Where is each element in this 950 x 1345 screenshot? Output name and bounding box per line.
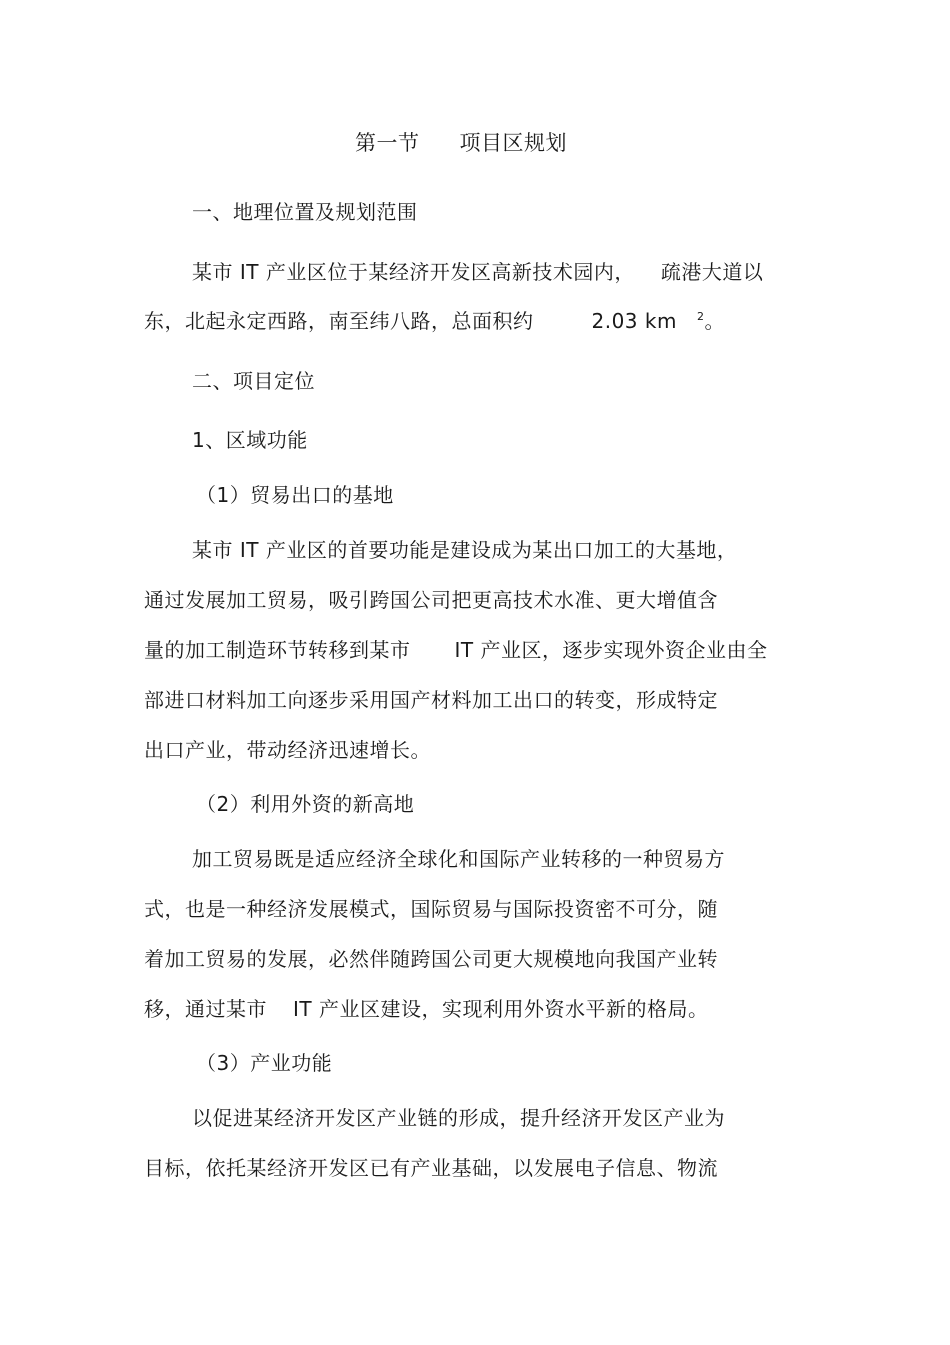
heading-geo: 一、地理位置及规划范围 <box>192 200 418 224</box>
paragraph-line: 加工贸易既是适应经济全球化和国际产业转移的一种贸易方 <box>192 847 725 871</box>
paragraph-line: 部进口材料加工向逐步采用国产材料加工出口的转变，形成特定 <box>144 688 718 712</box>
paragraph-line: 以促进某经济开发区产业链的形成，提升经济开发区产业为 <box>192 1106 725 1130</box>
paragraph-line: 移，通过某市 IT 产业区建设，实现利用外资水平新的格局。 <box>144 997 709 1021</box>
paragraph-line: 出口产业，带动经济迅速增长。 <box>144 738 431 762</box>
subheading-region-function: 1、区域功能 <box>192 428 308 452</box>
area-superscript: 2 <box>696 310 705 323</box>
section-number: 第一节 <box>355 131 420 155</box>
paragraph-line: 着加工贸易的发展，必然伴随跨国公司更大规模地向我国产业转 <box>144 947 718 971</box>
section-title <box>355 131 567 155</box>
paragraph-line: 东，北起永定西路，南至纬八路，总面积约 2.03 km $^2$。 <box>144 309 725 333</box>
paragraph-line: 通过发展加工贸易，吸引跨国公司把更高技术水准、更大增值含 <box>144 588 718 612</box>
paragraph-line: 目标，依托某经济开发区已有产业基础，以发展电子信息、物流 <box>144 1156 718 1180</box>
item-heading-1: （1）贸易出口的基地 <box>196 483 394 507</box>
heading-position: 二、项目定位 <box>192 369 315 393</box>
area-value: 2.03 km <box>591 309 677 333</box>
paragraph-line: 某市 IT 产业区的首要功能是建设成为某出口加工的大基地， <box>192 538 738 562</box>
item-heading-2: （2）利用外资的新高地 <box>196 792 415 816</box>
paragraph-line: 某市 IT 产业区位于某经济开发区高新技术园内， 疏港大道以 <box>192 260 764 284</box>
section-name: 项目区规划 <box>459 131 567 155</box>
item-heading-3: （3）产业功能 <box>196 1051 333 1075</box>
paragraph-line: 式，也是一种经济发展模式，国际贸易与国际投资密不可分，随 <box>144 897 718 921</box>
paragraph-line: 量的加工制造环节转移到某市 IT 产业区，逐步实现外资企业由全 <box>144 638 768 662</box>
